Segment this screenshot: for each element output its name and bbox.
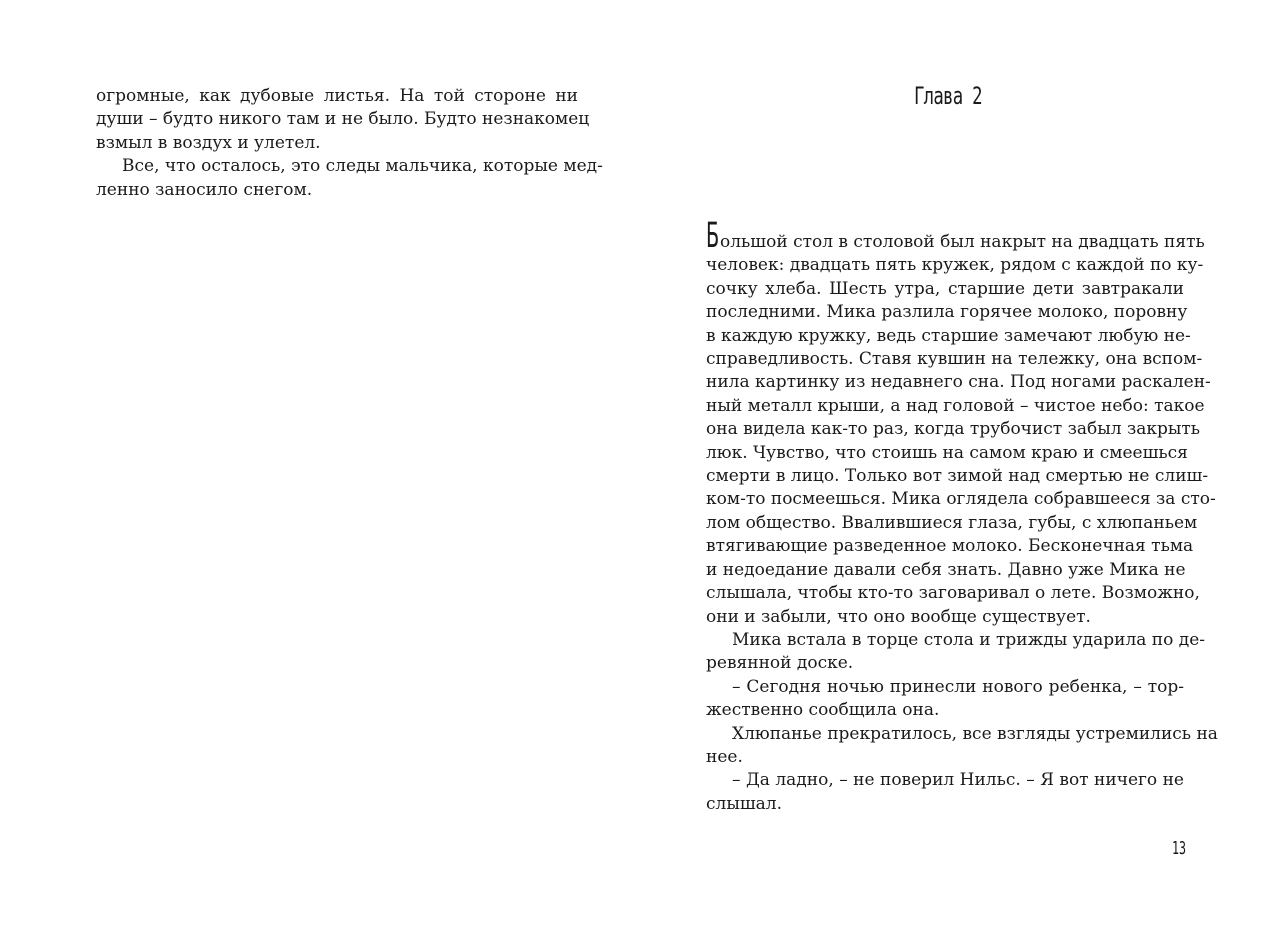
text-line: ком-то посмеешься. Мика оглядела собравшееся за сто- [706, 489, 1216, 510]
text-line: ленно заносило снегом. [96, 179, 313, 200]
left-page-text [96, 85, 603, 202]
text-line: человек: двадцать пять кружек, рядом с каждой по ку- [706, 255, 1204, 276]
page-number: 13 [1172, 838, 1187, 859]
text-line: люк. Чувство, что стоишь на самом краю и смеешься [706, 442, 1188, 463]
text-line: сочку хлеба. Шесть утра, старшие дети завтракали [706, 278, 1184, 299]
text-line: смерти в лицо. Только вот зимой над смертью не слиш- [706, 466, 1209, 487]
text-line: нила картинку из недавнего сна. Под ногами раскален- [706, 372, 1211, 393]
text-line: последними. Мика разлила горячее молоко, поровну [706, 302, 1188, 323]
text-line: лом общество. Ввалившиеся глаза, губы, с хлюпаньем [706, 512, 1198, 533]
text-line: втягивающие разведенное молоко. Бесконечная тьма [706, 536, 1194, 557]
chapter-title: Глава 2 [914, 82, 982, 110]
text-line: слышала, чтобы кто-то заговаривал о лете. Возможно, [706, 583, 1200, 604]
right-page-text [706, 216, 1218, 816]
text-line: нее. [706, 746, 743, 767]
text-line: Хлюпанье прекратилось, все взгляды устремились на [732, 723, 1218, 744]
text-line: – Да ладно, – не поверил Нильс. – Я вот ничего не [732, 770, 1184, 791]
text-line: огромные, как дубовые листья. На той стороне ни [96, 86, 578, 106]
drop-cap: Б [706, 216, 720, 256]
first-line-text: ольшой стол в столовой был накрыт на двадцать пять [720, 232, 1205, 252]
text-line: ревянной доске. [706, 653, 854, 674]
text-line: и недоедание давали себя знать. Давно уже Мика не [706, 559, 1186, 580]
text-line: жественно сообщила она. [706, 700, 940, 721]
text-line: души – будто никого там и не было. Будто незнакомец [96, 109, 590, 130]
text-line: они и забыли, что оно вообще существует. [706, 606, 1091, 627]
text-line: справедливость. Ставя кувшин на тележку, она вспом- [706, 349, 1203, 370]
first-line [706, 216, 1205, 256]
text-line: в каждую кружку, ведь старшие замечают любую не- [706, 325, 1191, 346]
text-line: – Сегодня ночью принесли нового ребенка, – тор- [732, 676, 1184, 697]
text-line: Все, что осталось, это следы мальчика, которые мед- [122, 156, 603, 177]
text-line: взмыл в воздух и улетел. [96, 132, 321, 153]
text-line: Мика встала в торце стола и трижды ударила по де- [732, 629, 1206, 650]
text-line: она видела как-то раз, когда трубочист забыл закрыть [706, 419, 1201, 440]
text-line: слышал. [706, 793, 782, 814]
text-line: ный металл крыши, а над головой – чистое небо: такое [706, 395, 1205, 416]
